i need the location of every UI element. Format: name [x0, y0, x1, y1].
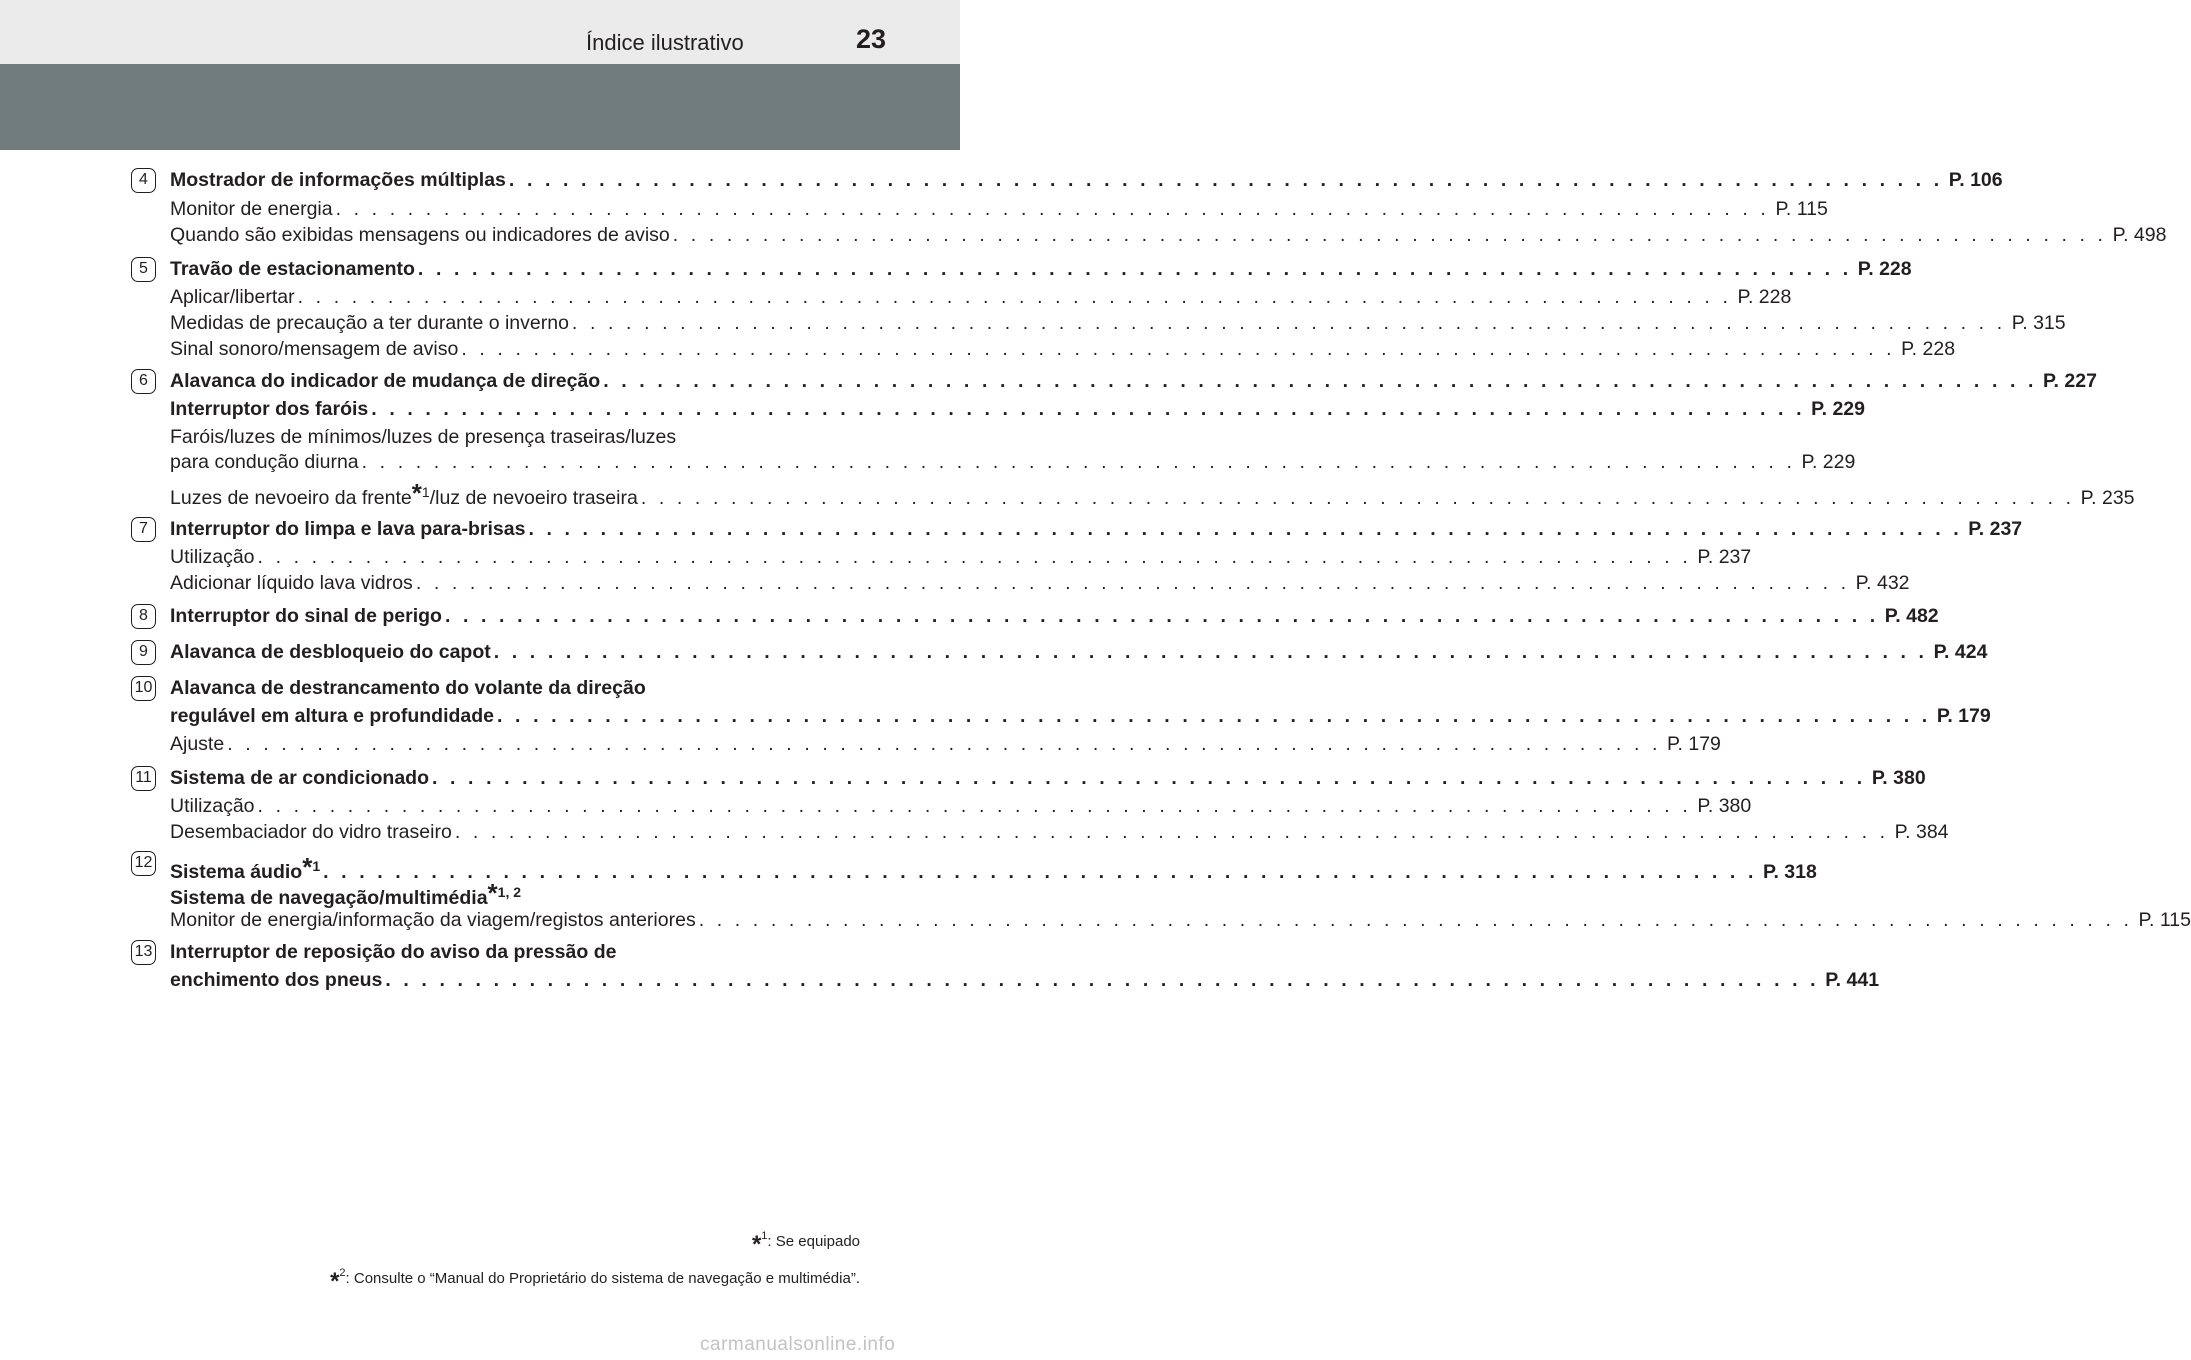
index-line-text: Interruptor do sinal de perigo [170, 605, 442, 627]
entry-number-badge: 7 [131, 517, 156, 542]
index-line [170, 969, 1880, 995]
index-line-text: Utilização [170, 795, 255, 817]
index-line-text: Luzes de nevoeiro da frente$^{*1}$/luz de nevoeiro traseira [170, 478, 638, 509]
dot-leader: . . . . . . . . . . . . . . . . . . . . . . . . . . . . . . . . . . . . . . . . . . . . . . . . . . . . . . . . . . . . . . . . . . . . . . . . . . . . . . . . [698, 909, 2133, 931]
index-line-text: Alavanca do indicador de mudança de direção [170, 370, 601, 392]
page-reference: P. 424 [1933, 641, 1988, 663]
dot-leader: . . . . . . . . . . . . . . . . . . . . . . . . . . . . . . . . . . . . . . . . . . . . . . . . . . . . . . . . . . . . . . . . . . . . . . . . . . . . . . . . [672, 224, 2107, 246]
index-line-text: para condução diurna [170, 451, 359, 473]
footnote-2: *$^2$: Consulte o “Manual do Proprietário do sistema de navegação e multimédia”. [330, 1267, 860, 1295]
dot-leader: . . . . . . . . . . . . . . . . . . . . . . . . . . . . . . . . . . . . . . . . . . . . . . . . . . . . . . . . . . . . . . . . . . . . . . . . . . . . . . . . [497, 705, 1931, 727]
footnote-ref: *1 [302, 852, 321, 882]
index-line [170, 641, 1988, 667]
index-line [170, 572, 1910, 598]
index-line-text: Alavanca de desbloqueio do capot [170, 641, 491, 663]
index-line [170, 426, 824, 452]
index-line-text: Monitor de energia/informação da viagem/registos anteriores [170, 909, 696, 931]
page-reference: P. 482 [1884, 605, 1939, 627]
page-reference: P. 318 [1762, 861, 1817, 883]
index-line-text: Sistema de ar condicionado [170, 767, 429, 789]
index-line [170, 677, 824, 703]
entry-number-badge: 9 [131, 640, 156, 665]
dot-leader: . . . . . . . . . . . . . . . . . . . . . . . . . . . . . . . . . . . . . . . . . . . . . . . . . . . . . . . . . . . . . . . . . . . . . . . . . . . . . . . . [571, 312, 2006, 334]
index-line [170, 312, 2066, 338]
page-reference: P. 441 [1825, 969, 1880, 991]
entry-number-badge: 13 [131, 940, 156, 965]
index-line [170, 224, 2167, 250]
index-line-text: enchimento dos pneus [170, 969, 383, 991]
entry-number-badge: 10 [131, 676, 156, 701]
entry-number-badge: 12 [131, 851, 156, 876]
index-line [170, 852, 1817, 883]
page-reference: P. 498 [2112, 224, 2167, 246]
entry-number-badge: 5 [131, 257, 156, 282]
footnote-ref: *1 [411, 478, 430, 508]
index-line [170, 546, 1752, 572]
index-line [170, 451, 1856, 477]
footnote-ref: *1, 2 [487, 878, 522, 908]
index-line [170, 286, 1792, 312]
index-line [170, 705, 1991, 731]
dot-leader: . . . . . . . . . . . . . . . . . . . . . . . . . . . . . . . . . . . . . . . . . . . . . . . . . . . . . . . . . . . . . . . . . . . . . . . . . . . . . . . . [454, 821, 1889, 843]
section-title: Índice ilustrativo [586, 30, 744, 55]
page-reference: P. 237 [1697, 546, 1752, 568]
dot-leader: . . . . . . . . . . . . . . . . . . . . . . . . . . . . . . . . . . . . . . . . . . . . . . . . . . . . . . . . . . . . . . . . . . . . . . . . . . . . . . . . [257, 546, 1692, 568]
page-reference: P. 432 [1855, 572, 1910, 594]
index-line-text: Alavanca de destrancamento do volante da direção [170, 677, 646, 699]
index-line-text: Mostrador de informações múltiplas [170, 169, 506, 191]
page-reference: P. 380 [1871, 767, 1926, 789]
index-line-text: Interruptor dos faróis [170, 398, 369, 420]
index-line-text: Quando são exibidas mensagens ou indicadores de aviso [170, 224, 670, 246]
page-reference: P. 179 [1936, 705, 1991, 727]
index-line-text: Aplicar/libertar [170, 286, 295, 308]
index-line-text: Faróis/luzes de mínimos/luzes de presença traseiras/luzes [170, 426, 677, 448]
dot-leader: . . . . . . . . . . . . . . . . . . . . . . . . . . . . . . . . . . . . . . . . . . . . . . . . . . . . . . . . . . . . . . . . . . . . . . . . . . . . . . . . [493, 641, 1928, 663]
dot-leader: . . . . . . . . . . . . . . . . . . . . . . . . . . . . . . . . . . . . . . . . . . . . . . . . . . . . . . . . . . . . . . . . . . . . . . . . . . . . . . . . [444, 605, 1879, 627]
page-reference: P. 228 [1901, 338, 1956, 360]
index-line [170, 398, 1865, 424]
entry-number-badge: 8 [131, 604, 156, 629]
index-line-text: Ajuste [170, 733, 225, 755]
index-line-text: Desembaciador do vidro traseiro [170, 821, 452, 843]
entry-number-badge: 4 [131, 168, 156, 193]
index-line [170, 767, 1926, 793]
dot-leader: . . . . . . . . . . . . . . . . . . . . . . . . . . . . . . . . . . . . . . . . . . . . . . . . . . . . . . . . . . . . . . . . . . . . . . . . . . . . . . . . [257, 795, 1692, 817]
index-line [170, 169, 2003, 195]
entry-number-badge: 11 [131, 766, 156, 791]
page-reference: P. 228 [1737, 286, 1792, 308]
page-reference: P. 384 [1894, 821, 1949, 843]
page-reference: P. 229 [1811, 398, 1865, 420]
index-line-text: Interruptor de reposição do aviso da pressão de [170, 941, 617, 963]
page-reference: P. 106 [1948, 169, 2003, 191]
index-line-text: regulável em altura e profundidade [170, 705, 494, 727]
dot-leader: . . . . . . . . . . . . . . . . . . . . . . . . . . . . . . . . . . . . . . . . . . . . . . . . . . . . . . . . . . . . . . . . . . . . . . . . . . . . . . . . [415, 572, 1850, 594]
footnotes [330, 1222, 860, 1296]
index-line-text: Adicionar líquido lava vidros [170, 572, 413, 594]
index-line [170, 258, 1912, 284]
dot-leader: . . . . . . . . . . . . . . . . . . . . . . . . . . . . . . . . . . . . . . . . . . . . . . . . . . . . . . . . . . . . . . . . . . . . . . . . . . . . . . . . [385, 969, 1820, 991]
index-line-text: Medidas de precaução a ter durante o inverno [170, 312, 569, 334]
page-reference: P. 237 [1968, 518, 2023, 540]
index-line [170, 733, 1721, 759]
dot-leader: . . . . . . . . . . . . . . . . . . . . . . . . . . . . . . . . . . . . . . . . . . . . . . . . . . . . . . . . . . . . . . . . . . . . . . . . . . . . . . . . [508, 169, 1943, 191]
index-line-text: Sinal sonoro/mensagem de aviso [170, 338, 459, 360]
page-reference: P. 115 [2138, 909, 2191, 931]
index-line [170, 941, 824, 967]
index-line [170, 370, 2097, 396]
index-line [170, 518, 2023, 544]
index-line-text: Monitor de energia [170, 198, 333, 220]
page-reference: P. 179 [1667, 733, 1721, 755]
dot-leader: . . . . . . . . . . . . . . . . . . . . . . . . . . . . . . . . . . . . . . . . . . . . . . . . . . . . . . . . . . . . . . . . . . . . . . . . . . . . . . . . [528, 518, 1963, 540]
index-line-text: Sistema áudio$^{*1}$ [170, 852, 321, 883]
index-line-text: Interruptor do limpa e lava para-brisas [170, 518, 526, 540]
dot-leader: . . . . . . . . . . . . . . . . . . . . . . . . . . . . . . . . . . . . . . . . . . . . . . . . . . . . . . . . . . . . . . . . . . . . . . . . . . . . . . . . [297, 286, 1732, 308]
dot-leader: . . . . . . . . . . . . . . . . . . . . . . . . . . . . . . . . . . . . . . . . . . . . . . . . . . . . . . . . . . . . . . . . . . . . . . . . . . . . . . . . [461, 338, 1896, 360]
dot-leader: . . . . . . . . . . . . . . . . . . . . . . . . . . . . . . . . . . . . . . . . . . . . . . . . . . . . . . . . . . . . . . . . . . . . . . . . . . . . . . . . [417, 258, 1852, 280]
index-line-text: Travão de estacionamento [170, 258, 415, 280]
index-line [170, 909, 2191, 935]
dot-leader: . . . . . . . . . . . . . . . . . . . . . . . . . . . . . . . . . . . . . . . . . . . . . . . . . . . . . . . . . . . . . . . . . . . . . . . . . . . . . . . . [361, 451, 1796, 473]
page-reference: P. 235 [2080, 487, 2135, 509]
dot-leader: . . . . . . . . . . . . . . . . . . . . . . . . . . . . . . . . . . . . . . . . . . . . . . . . . . . . . . . . . . . . . . . . . . . . . . . . . . . . . . . . [431, 767, 1866, 789]
dot-leader: . . . . . . . . . . . . . . . . . . . . . . . . . . . . . . . . . . . . . . . . . . . . . . . . . . . . . . . . . . . . . . . . . . . . . . . . . . . . . . . . [603, 370, 2038, 392]
page-reference: P. 115 [1775, 198, 1828, 220]
page-reference: P. 227 [2043, 370, 2097, 392]
dot-leader: . . . . . . . . . . . . . . . . . . . . . . . . . . . . . . . . . . . . . . . . . . . . . . . . . . . . . . . . . . . . . . . . . . . . . . . . . . . . . . . . [640, 487, 2075, 509]
index-line-text: Utilização [170, 546, 255, 568]
page-reference: P. 315 [2011, 312, 2066, 334]
page-number: 23 [856, 24, 887, 54]
index-line [170, 878, 824, 909]
index-line [170, 338, 1956, 364]
entry-number-badge: 6 [131, 369, 156, 394]
footnote-1: *$^1$: Se equipado [751, 1230, 860, 1258]
index-line [170, 198, 1828, 224]
page-reference: P. 228 [1857, 258, 1912, 280]
dot-leader: . . . . . . . . . . . . . . . . . . . . . . . . . . . . . . . . . . . . . . . . . . . . . . . . . . . . . . . . . . . . . . . . . . . . . . . . . . . . . . . . [227, 733, 1662, 755]
page-reference: P. 380 [1697, 795, 1752, 817]
watermark: carmanualsonline.info [700, 1334, 896, 1355]
index-line [170, 605, 1939, 631]
dot-leader: . . . . . . . . . . . . . . . . . . . . . . . . . . . . . . . . . . . . . . . . . . . . . . . . . . . . . . . . . . . . . . . . . . . . . . . . . . . . . . . . [371, 398, 1806, 420]
index-line [170, 795, 1752, 821]
index-line [170, 821, 1949, 847]
dot-leader: . . . . . . . . . . . . . . . . . . . . . . . . . . . . . . . . . . . . . . . . . . . . . . . . . . . . . . . . . . . . . . . . . . . . . . . . . . . . . . . . [335, 198, 1770, 220]
index-line [170, 478, 2135, 509]
index-line-text: Sistema de navegação/multimédia$^{*1, 2}$ [170, 878, 522, 909]
page-reference: P. 229 [1801, 451, 1856, 473]
dot-leader: . . . . . . . . . . . . . . . . . . . . . . . . . . . . . . . . . . . . . . . . . . . . . . . . . . . . . . . . . . . . . . . . . . . . . . . . . . . . . . . . [323, 861, 1757, 883]
